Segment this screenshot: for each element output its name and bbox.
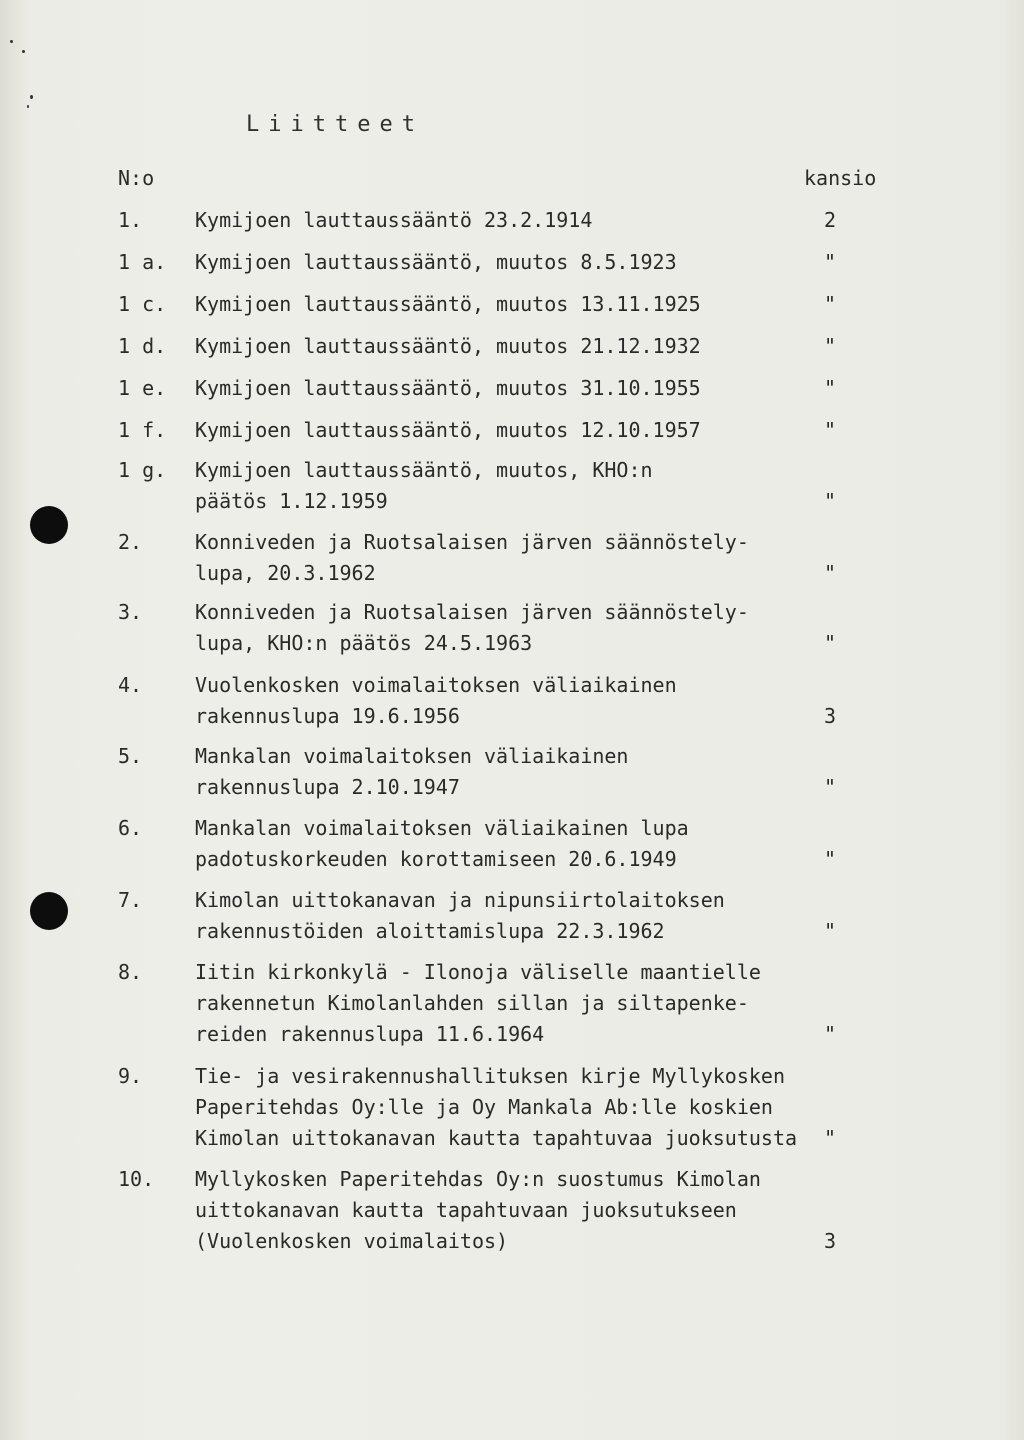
item-folder: 2 xyxy=(823,208,837,232)
description-line: uittokanavan kautta tapahtuvaan juoksutukseen xyxy=(195,1198,737,1222)
item-description xyxy=(195,455,825,517)
description-line: rakennuslupa 19.6.1956 xyxy=(195,704,460,728)
description-line: Mankalan voimalaitoksen väliaikainen lupa xyxy=(195,816,689,840)
description-line: lupa, 20.3.1962 xyxy=(195,561,376,585)
ink-speck xyxy=(30,95,33,99)
ink-speck xyxy=(27,105,29,108)
item-folder: " xyxy=(823,376,837,400)
item-folder: " xyxy=(823,847,837,871)
number-column-header: N:o xyxy=(118,166,155,190)
item-description xyxy=(195,373,825,404)
description-line: Iitin kirkonkylä - Ilonoja väliselle maantielle xyxy=(195,960,761,984)
item-description xyxy=(195,597,825,659)
description-line: Kymijoen lauttaussääntö, muutos 31.10.1955 xyxy=(195,376,701,400)
folder-column-header: kansio xyxy=(804,166,877,190)
item-description xyxy=(195,331,825,362)
item-folder: " xyxy=(823,775,837,799)
description-line: Vuolenkosken voimalaitoksen väliaikainen xyxy=(195,673,677,697)
item-number: 2. xyxy=(118,530,143,554)
ink-speck xyxy=(10,40,13,43)
item-description xyxy=(195,813,825,875)
description-line: Kymijoen lauttaussääntö, muutos 12.10.1957 xyxy=(195,418,701,442)
description-line: Myllykosken Paperitehdas Oy:n suostumus Kimolan xyxy=(195,1167,761,1191)
item-number: 1 e. xyxy=(118,376,167,400)
item-description xyxy=(195,415,825,446)
item-folder: " xyxy=(823,292,837,316)
punch-hole xyxy=(30,506,68,544)
item-number: 8. xyxy=(118,960,143,984)
description-line: Kymijoen lauttaussääntö, muutos, KHO:n xyxy=(195,458,653,482)
description-line: Kymijoen lauttaussääntö, muutos 8.5.1923 xyxy=(195,250,677,274)
item-number: 1 d. xyxy=(118,334,167,358)
description-line: lupa, KHO:n päätös 24.5.1963 xyxy=(195,631,533,655)
description-line: Kymijoen lauttaussääntö, muutos 21.12.1932 xyxy=(195,334,701,358)
item-number: 1 g. xyxy=(118,458,167,482)
item-number: 1 a. xyxy=(118,250,167,274)
item-description xyxy=(195,957,825,1050)
item-number: 6. xyxy=(118,816,143,840)
description-line: rakennetun Kimolanlahden sillan ja siltapenke- xyxy=(195,991,749,1015)
description-line: Konniveden ja Ruotsalaisen järven säännöstely- xyxy=(195,530,749,554)
item-description xyxy=(195,670,825,732)
item-folder: " xyxy=(823,418,837,442)
item-folder: " xyxy=(823,919,837,943)
item-description xyxy=(195,1164,825,1257)
item-number: 7. xyxy=(118,888,143,912)
description-line: rakennuslupa 2.10.1947 xyxy=(195,775,460,799)
description-line: Tie- ja vesirakennushallituksen kirje Myllykosken xyxy=(195,1064,786,1088)
item-description xyxy=(195,247,825,278)
item-folder: 3 xyxy=(823,1229,837,1253)
item-folder: " xyxy=(823,1126,837,1150)
item-folder: " xyxy=(823,334,837,358)
description-line: Mankalan voimalaitoksen väliaikainen xyxy=(195,744,629,768)
ink-speck xyxy=(22,50,25,53)
description-line: Kymijoen lauttaussääntö, muutos 13.11.1925 xyxy=(195,292,701,316)
item-folder: " xyxy=(823,489,837,513)
page-title: Liitteet xyxy=(246,112,424,137)
item-folder: " xyxy=(823,561,837,585)
item-folder: " xyxy=(823,1022,837,1046)
description-line: (Vuolenkosken voimalaitos) xyxy=(195,1229,509,1253)
item-description xyxy=(195,205,825,236)
item-number: 1 f. xyxy=(118,418,167,442)
item-folder: 3 xyxy=(823,704,837,728)
description-line: padotuskorkeuden korottamiseen 20.6.1949 xyxy=(195,847,677,871)
item-folder: " xyxy=(823,250,837,274)
item-number: 1 c. xyxy=(118,292,167,316)
description-line: Kymijoen lauttaussääntö 23.2.1914 xyxy=(195,208,593,232)
description-line: Konniveden ja Ruotsalaisen järven säännöstely- xyxy=(195,600,749,624)
description-line: reiden rakennuslupa 11.6.1964 xyxy=(195,1022,545,1046)
item-description xyxy=(195,527,825,589)
description-line: päätös 1.12.1959 xyxy=(195,489,388,513)
item-description xyxy=(195,1061,825,1154)
description-line: Kimolan uittokanavan kautta tapahtuvaa juoksutusta xyxy=(195,1126,798,1150)
item-description xyxy=(195,885,825,947)
item-number: 4. xyxy=(118,673,143,697)
description-line: rakennustöiden aloittamislupa 22.3.1962 xyxy=(195,919,665,943)
item-description xyxy=(195,741,825,803)
item-number: 9. xyxy=(118,1064,143,1088)
description-line: Kimolan uittokanavan ja nipunsiirtolaitoksen xyxy=(195,888,725,912)
item-folder: " xyxy=(823,631,837,655)
description-line: Paperitehdas Oy:lle ja Oy Mankala Ab:lle koskien xyxy=(195,1095,773,1119)
item-number: 3. xyxy=(118,600,143,624)
item-number: 1. xyxy=(118,208,143,232)
item-number: 5. xyxy=(118,744,143,768)
punch-hole xyxy=(30,892,68,930)
item-description xyxy=(195,289,825,320)
item-number: 10. xyxy=(118,1167,155,1191)
